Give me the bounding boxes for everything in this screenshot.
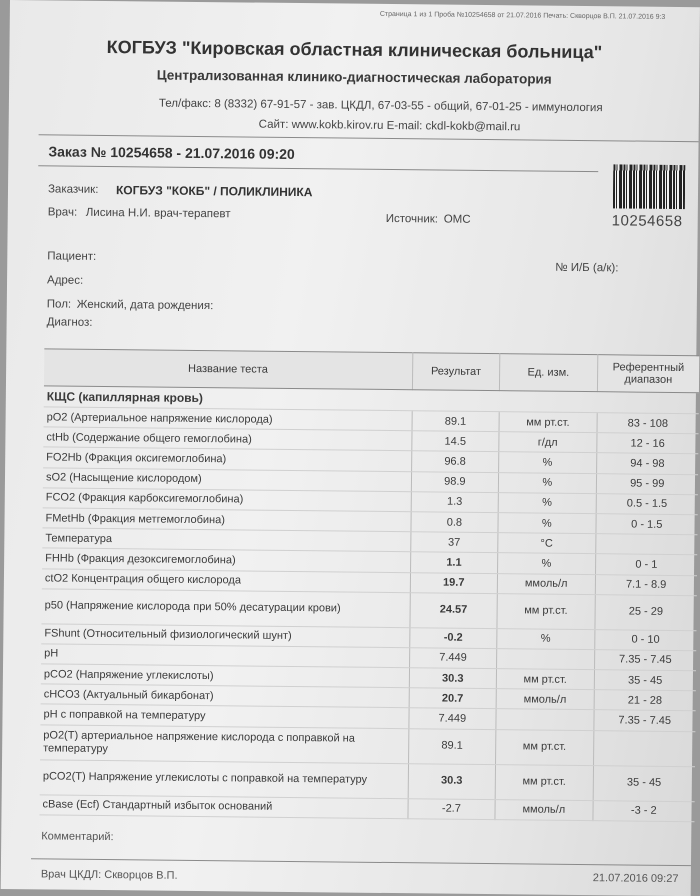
test-result: 96.8 (411, 451, 499, 472)
test-name: cBase (Ecf) Стандартный избыток оснований (39, 794, 407, 818)
test-reference: 0 - 10 (594, 629, 696, 650)
test-result: 30.3 (408, 763, 496, 799)
test-unit: мм рт.ст. (496, 729, 594, 765)
test-unit: ммоль/л (496, 689, 594, 710)
test-reference: 94 - 98 (596, 453, 698, 474)
test-reference (595, 534, 697, 555)
test-name: pCO2(T) Напряжение углекислоты с поправкой на температуру (40, 759, 409, 798)
test-name: p50 (Напряжение кислорода при 50% десатурации крови) (41, 589, 410, 628)
test-reference: 35 - 45 (593, 765, 695, 801)
website-line: Сайт: www.kokb.kirov.ru E-mail: ckdl-kokb@mail.ru (258, 118, 521, 134)
test-unit: % (497, 628, 595, 649)
test-unit: % (498, 553, 596, 574)
test-result: 7.449 (409, 648, 497, 669)
test-name: pCO2 (Напряжение углекислоты) (41, 664, 409, 688)
test-unit: г/дл (499, 432, 597, 453)
test-name: FMetHb (Фракция метгемоглобина) (42, 508, 410, 532)
test-reference: 0.5 - 1.5 (596, 493, 698, 514)
address-label: Адрес: (47, 274, 84, 287)
test-reference: 0 - 1.5 (595, 514, 697, 535)
test-reference: 0 - 1 (595, 554, 697, 575)
test-reference: 35 - 45 (594, 670, 696, 691)
test-name: ctO2 Концентрация общего кислорода (42, 568, 410, 592)
header-divider (39, 134, 699, 142)
test-result: 20.7 (409, 688, 497, 709)
test-unit: ммоль/л (495, 799, 593, 820)
header-result: Результат (412, 353, 500, 391)
test-result: 89.1 (408, 728, 496, 764)
test-reference: 7.1 - 8.9 (595, 574, 697, 595)
section-title: КЩС (капиллярная кровь) (44, 386, 699, 414)
order-divider (38, 165, 598, 172)
test-unit: % (498, 513, 596, 534)
test-reference: 95 - 99 (596, 473, 698, 494)
test-name: Температура (42, 528, 410, 552)
test-name: FO2Hb (Фракция оксигемоглобина) (43, 447, 411, 471)
test-name: cHCO3 (Актуальный бикарбонат) (41, 684, 409, 708)
test-name: FCO2 (Фракция карбоксигемоглобина) (43, 488, 411, 512)
test-reference: 25 - 29 (594, 594, 696, 630)
test-unit: % (498, 492, 596, 513)
diagnosis-label: Диагноз: (46, 316, 93, 329)
test-reference: 21 - 28 (594, 690, 696, 711)
test-unit: % (498, 472, 596, 493)
test-result: 0.8 (411, 512, 499, 533)
test-unit: мм рт.ст. (496, 669, 594, 690)
case-number-label: № И/Б (а/к): (555, 261, 619, 275)
test-name: pH (41, 644, 409, 668)
test-result: 30.3 (409, 668, 497, 689)
test-result: 19.7 (410, 572, 498, 593)
header-test-name: Название теста (44, 349, 413, 390)
test-result: -2.7 (408, 798, 496, 819)
test-name: ctHb (Содержание общего гемоглобина) (43, 427, 411, 451)
source-value: ОМС (443, 213, 471, 226)
test-reference: 12 - 16 (596, 433, 698, 454)
lab-doctor: Врач ЦКДЛ: Скворцов В.П. (40, 868, 178, 882)
patient-label: Пациент: (47, 250, 97, 263)
test-reference: -3 - 2 (592, 800, 694, 821)
test-name: FShunt (Относительный физиологический шунт) (41, 624, 409, 648)
laboratory-title: Централизованная клинико-диагностическая лаборатория (156, 67, 552, 87)
header-unit: Ед. изм. (499, 354, 597, 392)
test-result: 1.3 (411, 491, 499, 512)
sex-value: Женский, дата рождения: (76, 298, 214, 313)
test-result: 7.449 (409, 708, 497, 729)
customer-label: Заказчик: (47, 183, 99, 196)
barcode-number: 10254658 (611, 212, 683, 231)
test-unit: мм рт.ст. (497, 593, 595, 629)
test-result: 37 (410, 532, 498, 553)
source-label: Источник: (385, 212, 439, 226)
test-reference (593, 730, 695, 766)
test-reference: 7.35 - 7.45 (593, 710, 695, 731)
test-name: FHHb (Фракция дезоксигемоглобина) (42, 548, 410, 572)
test-name: pH с поправкой на температуру (40, 704, 408, 728)
test-name: pO2 (Артериальное напряжение кислорода) (44, 407, 412, 431)
test-unit: ммоль/л (497, 573, 595, 594)
order-title: Заказ № 10254658 - 21.07.2016 09:20 (48, 143, 295, 162)
lab-report-sheet (1, 0, 700, 896)
organization-title: КОГБУЗ "Кировская областная клиническая больница" (106, 37, 603, 63)
footer-divider (31, 858, 691, 866)
sex-label: Пол: (46, 298, 72, 311)
test-result: 24.57 (410, 592, 498, 628)
signature-date: 21.07.2016 09:27 (592, 872, 679, 886)
test-result: 89.1 (412, 411, 500, 432)
test-result: 14.5 (411, 431, 499, 452)
header-reference: Референтный диапазон (597, 355, 699, 393)
test-result: 98.9 (411, 471, 499, 492)
test-name: pO2(T) артериальное напряжение кислорода с поправкой на температуру (40, 724, 409, 763)
contacts-line: Тел/факс: 8 (8332) 67-91-57 - зав. ЦКДЛ, 67-03-55 - общий, 67-01-25 - иммунология (158, 97, 603, 115)
comment-label: Комментарий: (41, 830, 114, 844)
test-result: 1.1 (410, 552, 498, 573)
doctor-value: Лисина Н.И. врач-терапевт (85, 206, 231, 221)
test-unit (496, 709, 594, 730)
test-unit (497, 649, 595, 670)
test-unit: % (499, 452, 597, 473)
customer-value: КОГБУЗ "КОКБ" / ПОЛИКЛИНИКА (115, 183, 313, 200)
test-unit: мм рт.ст. (499, 412, 597, 433)
print-info-line: Страница 1 из 1 Проба №10254658 от 21.07.2016 Печать: Скворцов В.П. 21.07.2016 9:3 (379, 10, 666, 21)
doctor-label: Врач: (47, 206, 78, 219)
results-table (39, 348, 699, 822)
test-name: sO2 (Насыщение кислородом) (43, 467, 411, 491)
test-unit: °C (498, 533, 596, 554)
barcode-image (613, 164, 685, 209)
test-result: -0.2 (409, 627, 497, 648)
test-reference: 83 - 108 (596, 413, 698, 434)
test-unit: мм рт.ст. (495, 764, 593, 800)
test-reference: 7.35 - 7.45 (594, 650, 696, 671)
